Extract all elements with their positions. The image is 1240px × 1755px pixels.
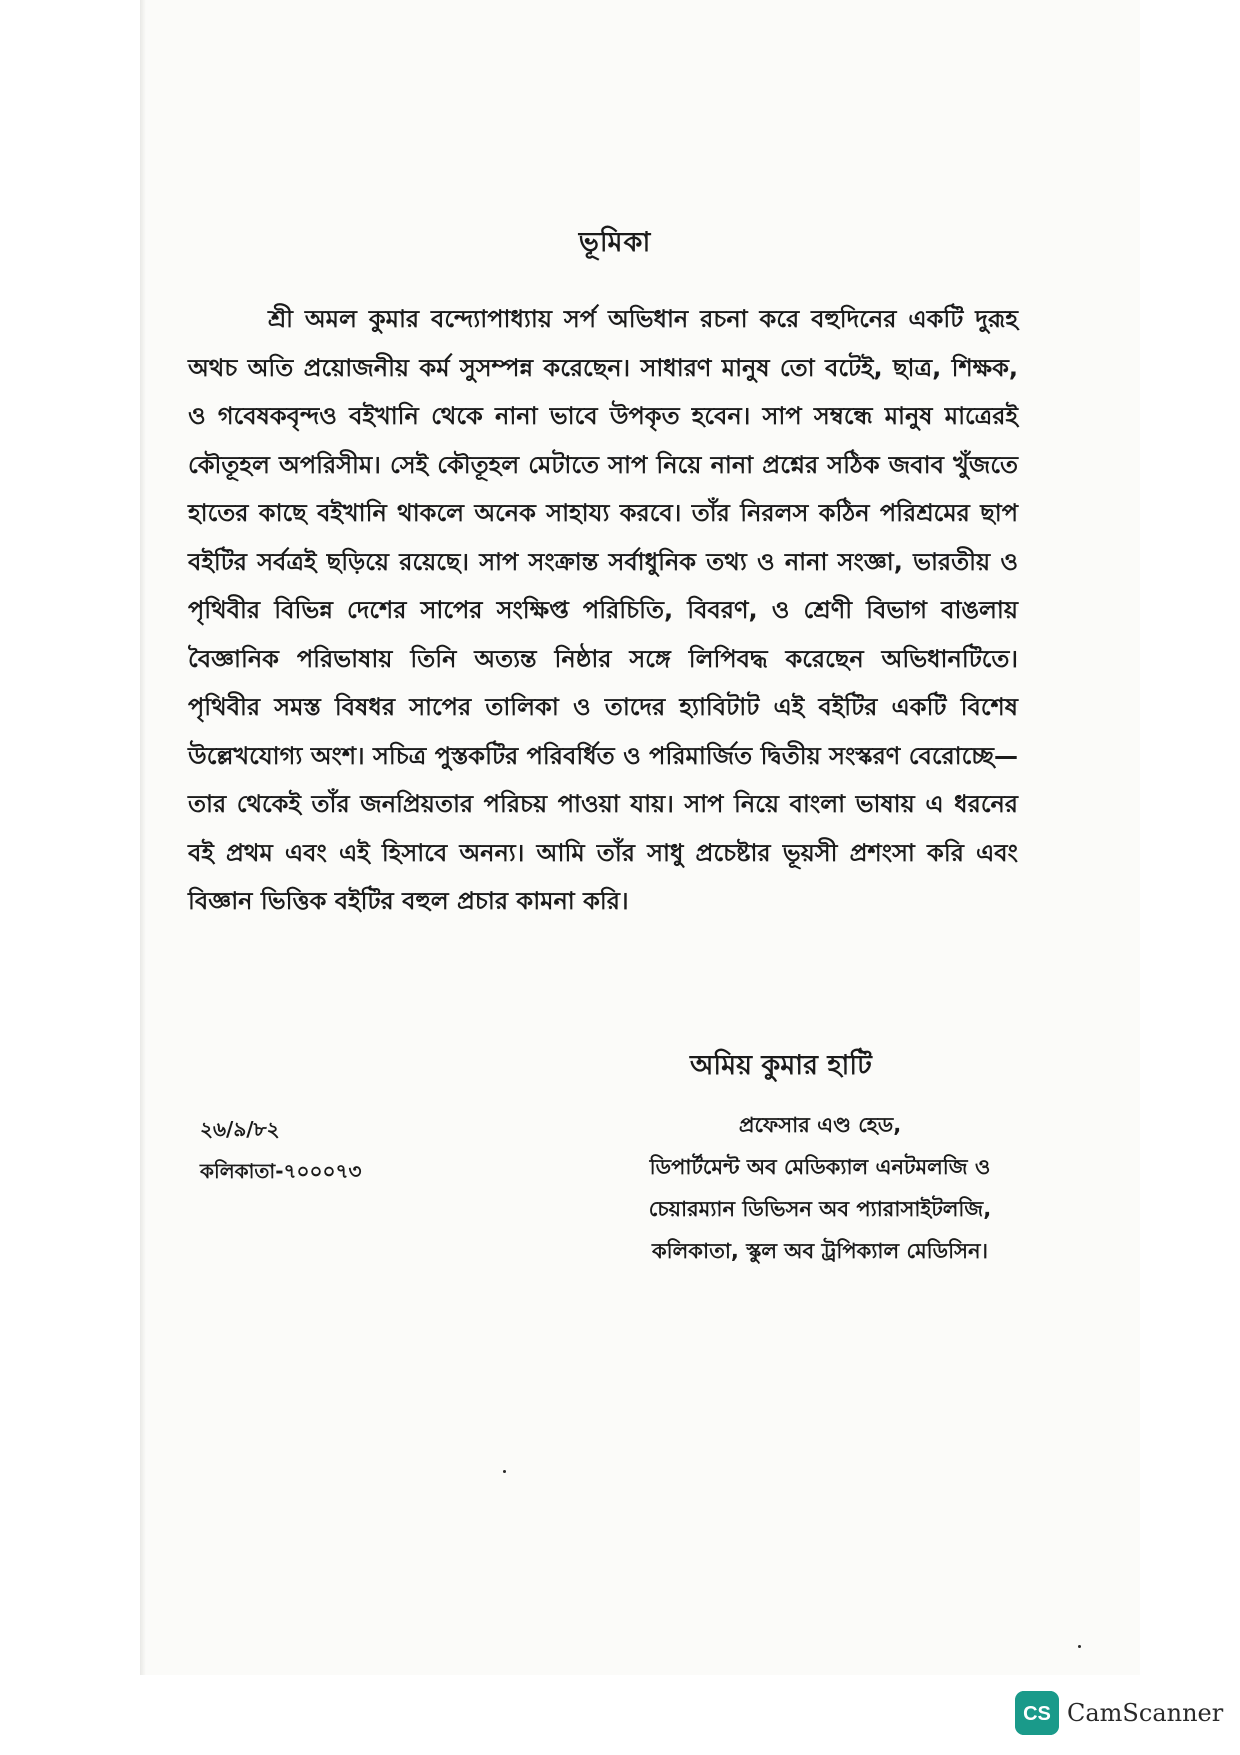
camscanner-watermark — [1015, 1690, 1223, 1736]
page-title: ভূমিকা — [578, 227, 652, 258]
place-text: কলিকাতা-৭০০০৭৩ — [200, 1159, 362, 1183]
designation-line: কলিকাতা, স্কুল অব ট্রপিক্যাল মেডিসিন। — [651, 1239, 989, 1263]
designation-block — [610, 1104, 1030, 1272]
page-edge-shadow — [140, 0, 146, 1675]
camscanner-logo-icon — [1015, 1691, 1059, 1735]
logo-text: CS — [1023, 1703, 1051, 1725]
designation-line: চেয়ারম্যান ডিভিসন অব প্যারাসাইটলজি, — [648, 1197, 992, 1221]
foreword-paragraph: শ্রী অমল কুমার বন্দ্যোপাধ্যায় সর্প অভিধান রচনা করে বহুদিনের একটি দুরূহ অথচ অতি প্রয়োজনীয় কর্ম সুসম্পন্ন করেছেন। সাধারণ মানুষ তো বটেই, ছাত্র, শিক্ষক, ও গবেষকবৃন্দও বইখানি থেকে নানা ভাবে উপকৃত হবেন। সাপ সম্বন্ধে মানুষ মাত্রেরই কৌতূহল অপরিসীম। সেই কৌতূহল মেটাতে সাপ নিয়ে নানা প্রশ্নের সঠিক জবাব খুঁজতে হাতের কাছে বইখানি থাকলে অনেক সাহায্য করবে। তাঁর নিরলস কঠিন পরিশ্রমের ছাপ বইটির সর্বত্রই ছড়িয়ে রয়েছে। সাপ সংক্রান্ত সর্বাধুনিক তথ্য ও নানা সংজ্ঞা, ভারতীয় ও পৃথিবীর বিভিন্ন দেশের সাপের সংক্ষিপ্ত পরিচিতি, বিবরণ, ও শ্রেণী বিভাগ বাঙলায় বৈজ্ঞানিক পরিভাষায় তিনি অত্যন্ত নিষ্ঠার সঙ্গে লিপিবদ্ধ করেছেন অভিধানটিতে। পৃথিবীর সমস্ত বিষধর সাপের তালিকা ও তাদের হ্যাবিটাট এই বইটির একটি বিশেষ উল্লেখযোগ্য অংশ। সচিত্র পুস্তকটির পরিবর্ধিত ও পরিমার্জিত দ্বিতীয় সংস্করণ বেরোচ্ছে—তার থেকেই তাঁর জনপ্রিয়তার পরিচয় পাওয়া যায়। সাপ নিয়ে বাংলা ভাষায় এ ধরনের বই প্রথম এবং এই হিসাবে অনন্য। আমি তাঁর সাধু প্রচেষ্টার ভূয়সী প্রশংসা করি এবং বিজ্ঞান ভিত্তিক বইটির বহুল প্রচার কামনা করি। — [188, 305, 1018, 915]
camscanner-text: CamScanner — [1067, 1699, 1224, 1727]
scan-speck — [1078, 1645, 1081, 1648]
date-text: ২৬/৯/৮২ — [200, 1117, 280, 1141]
designation-line: প্রফেসার এণ্ড হেড, — [738, 1113, 902, 1137]
date-place-block — [200, 1108, 362, 1192]
designation-line: ডিপার্টমেন্ট অব মেডিক্যাল এনটমলজি ও — [649, 1155, 991, 1179]
signature-name: অমিয় কুমার হাটি — [690, 1050, 872, 1081]
scan-speck — [503, 1470, 506, 1473]
